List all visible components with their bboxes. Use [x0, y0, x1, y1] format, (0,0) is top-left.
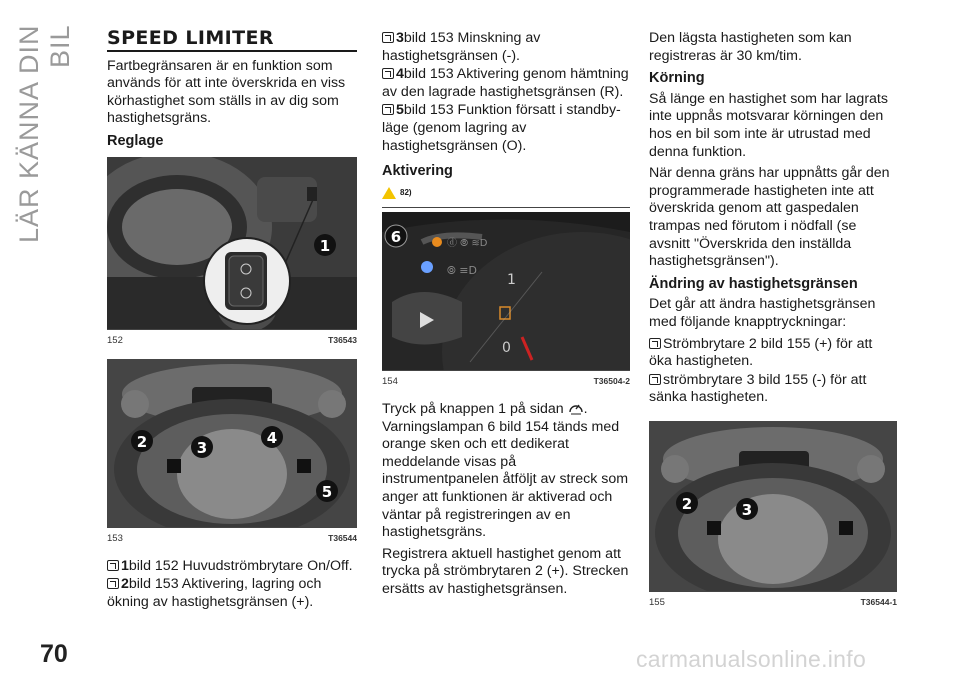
korning-paragraph-2: När denna gräns har uppnåtts går den programmerade hastigheten inte att överskrida genom att gaspedalen trampas ned förutom i nödfall (se avsnitt "Överskrida den inställda hastighetsgränsen").: [649, 165, 890, 270]
callout-3: 3: [196, 439, 208, 458]
speed-limiter-icon: [568, 401, 584, 415]
column-3: [649, 30, 897, 611]
intro-paragraph: Fartbegränsaren är en funktion som används för att inte överskrida en viss körhastighet som ställs in av dig som hastighetsgräns.: [107, 57, 346, 127]
svg-text:⦾ ≡D: ⦾ ≡D: [447, 264, 477, 278]
callout-2: 2: [136, 433, 148, 452]
item-text: bild 153 Funktion försatt i standby-läge (genom lagring av hastighetsgränsen (O).: [382, 102, 621, 154]
figure-152: [107, 157, 357, 350]
warning-ref-text: 82): [400, 187, 412, 197]
item-number: 4: [396, 66, 404, 83]
list-item-4: [382, 66, 630, 101]
subheading-andring: Ändring av hastighetsgränsen: [649, 275, 858, 292]
item-number: 3: [396, 30, 404, 46]
figure-152-image: [107, 157, 357, 329]
aktivering-paragraph-1: [382, 401, 630, 542]
svg-text:ⓓ ⦾ ≋D: ⓓ ⦾ ≋D: [447, 238, 488, 250]
item-text: strömbrytare 3 bild 155 (-) för att sänka hastigheten.: [649, 371, 867, 406]
figure-152-caption: [107, 329, 357, 350]
figure-153-image: [107, 359, 357, 527]
callout-4: 4: [266, 429, 278, 448]
figure-152-code: T36543: [328, 334, 357, 345]
figure-155-number: 155: [649, 596, 665, 608]
bullet-increase: [649, 336, 897, 371]
korning-paragraph-1: Så länge en hastighet som har lagrats inte uppnås motsvarar körningen den hos en bil som inte är utrustad med denna funktion.: [649, 90, 888, 160]
para-text: Tryck på knappen 1 på sidan: [382, 400, 564, 417]
list-item-1: [107, 558, 357, 576]
aktivering-paragraph-2: Registrera aktuell hastighet genom att trycka på strömbrytaren 2 (+). Strecken ersätts av hastighetsgränsen.: [382, 545, 629, 597]
figure-155: [649, 421, 897, 612]
list-item-5: [382, 102, 630, 155]
figure-152-number: 152: [107, 334, 123, 346]
column-2: [382, 30, 630, 602]
arrow-box-icon: [649, 374, 661, 385]
item-text: bild 152 Huvudströmbrytare On/Off.: [128, 557, 353, 574]
item-number: 2: [121, 576, 129, 593]
arrow-box-icon: [382, 68, 394, 79]
subheading-korning: Körning: [649, 70, 705, 87]
item-text: Strömbrytare 2 bild 155 (+) för att öka hastigheten.: [649, 335, 873, 370]
side-chapter-title: LÄR KÄNNA DIN BIL: [14, 24, 75, 243]
figure-154-image: [382, 212, 630, 370]
section-title: SPEED LIMITER: [107, 30, 357, 52]
subheading-reglage: Reglage: [107, 132, 164, 149]
figure-154-code: T36504-2: [593, 376, 630, 387]
column-1: [107, 27, 357, 613]
andring-paragraph: Det går att ändra hastighetsgränsen med följande knapptryckningar:: [649, 296, 876, 330]
callout-3: 3: [741, 500, 753, 519]
warning-triangle-icon: [382, 187, 396, 199]
subheading-aktivering: Aktivering: [382, 163, 453, 180]
figure-155-caption: [649, 591, 897, 612]
arrow-box-icon: [382, 104, 394, 115]
bullet-decrease: [649, 372, 897, 407]
figure-155-code: T36544-1: [860, 596, 897, 607]
figure-153: [107, 359, 357, 548]
figure-153-caption: [107, 527, 357, 548]
figure-153-number: 153: [107, 533, 123, 545]
dial-label-0: 0: [502, 340, 511, 357]
arrow-box-icon: [649, 338, 661, 349]
item-text: bild 153 Aktivering, lagring och ökning av hastighetsgränsen (+).: [107, 576, 322, 610]
list-item-2: [107, 576, 357, 611]
item-number: 1: [121, 557, 129, 574]
callout-6: 6: [390, 228, 402, 247]
minimum-speed-paragraph: Den lägsta hastigheten som kan registreras är 30 km/tim.: [649, 30, 852, 64]
arrow-box-icon: [107, 578, 119, 589]
figure-155-image: [649, 421, 897, 591]
callout-5: 5: [321, 483, 333, 502]
dial-label-1: 1: [507, 272, 516, 289]
item-number: 5: [396, 102, 404, 119]
figure-154: [382, 207, 630, 391]
page-number: 70: [40, 640, 68, 668]
arrow-box-icon: [107, 560, 119, 571]
list-item-3: [382, 30, 630, 65]
figure-154-caption: [382, 370, 630, 391]
arrow-box-icon: [382, 32, 394, 43]
callout-2: 2: [681, 494, 693, 513]
callout-1: 1: [319, 236, 331, 255]
para-text: . Varningslampan 6 bild 154 tänds med orange sken och ett dedikerat meddelande visas på instrumentpanelen åtföljt av streck som anger att funktionen är aktiverad och väntar på registreringen av en hastighetsgräns.: [382, 400, 629, 541]
item-text: bild 153 Aktivering genom hämtning av den lagrade hastighetsgränsen (R).: [382, 66, 629, 100]
warning-reference: [382, 184, 630, 202]
figure-153-code: T36544: [328, 533, 357, 544]
footer-watermark: carmanualsonline.info: [636, 646, 867, 672]
item-text: bild 153 Minskning av hastighetsgränsen (-).: [382, 30, 541, 64]
figure-154-number: 154: [382, 376, 398, 388]
